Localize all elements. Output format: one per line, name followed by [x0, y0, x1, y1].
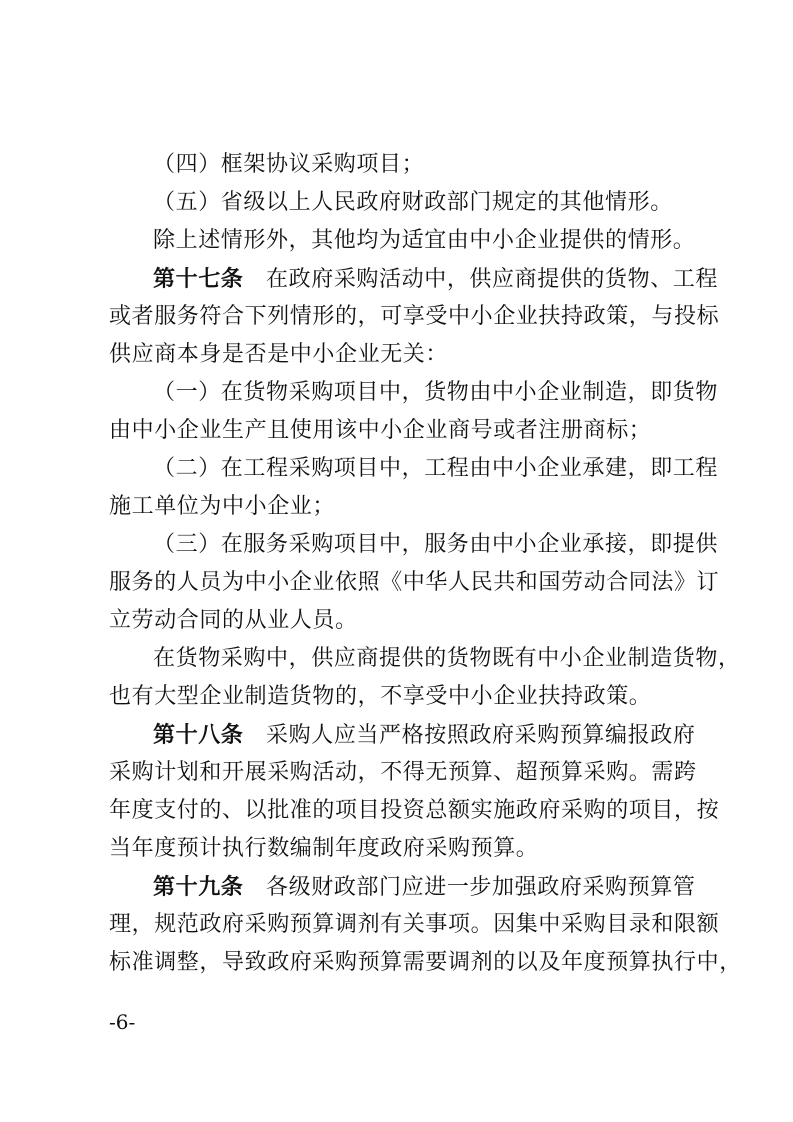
text-line: 理，规范政府采购预算调剂有关事项。因集中采购目录和限额 — [109, 912, 720, 937]
article-19-title: 第十九条 — [153, 874, 244, 900]
article-17-spacer — [243, 267, 266, 292]
text-line: （五）省级以上人民政府财政部门规定的其他情形。 — [153, 190, 673, 215]
text-line: 立劳动合同的从业人员。 — [109, 608, 358, 633]
text-line: 服务的人员为中小企业依照《中华人民共和国劳动合同法》订 — [109, 570, 720, 595]
text-line: 在政府采购活动中，供应商提供的货物、工程 — [266, 267, 719, 292]
text-line: 或者服务符合下列情形的，可享受中小企业扶持政策，与投标 — [109, 304, 720, 329]
text-line: 采购计划和开展采购活动，不得无预算、超预算采购。需跨 — [109, 760, 697, 785]
article-17-first-line — [109, 260, 719, 298]
article-18-first-line — [109, 716, 696, 754]
article-19-first-line — [109, 868, 696, 906]
text-line: 标准调整，导致政府采购预算需要调剂的以及年度预算执行中， — [109, 950, 742, 975]
text-line: （一）在货物采购项目中，货物由中小企业制造，即货物 — [153, 380, 719, 405]
page-number: -6- — [109, 1010, 136, 1034]
text-line: 供应商本身是否是中小企业无关： — [109, 342, 449, 367]
text-line: 除上述情形外，其他均为适宜由中小企业提供的情形。 — [153, 228, 696, 253]
article-18-spacer — [243, 723, 266, 748]
text-line: （四）框架协议采购项目； — [153, 152, 425, 177]
article-18-title: 第十八条 — [153, 722, 244, 748]
text-line: 在货物采购中，供应商提供的货物既有中小企业制造货物， — [153, 646, 741, 671]
text-line: 也有大型企业制造货物的，不享受中小企业扶持政策。 — [109, 684, 652, 709]
text-line: 由中小企业生产且使用该中小企业商号或者注册商标； — [109, 418, 652, 443]
text-line: 年度支付的、以批准的项目投资总额实施政府采购的项目，按 — [109, 798, 720, 823]
text-line: （三）在服务采购项目中，服务由中小企业承接，即提供 — [153, 532, 719, 557]
document-body — [109, 146, 742, 982]
article-17-title: 第十七条 — [153, 266, 244, 292]
text-line: （二）在工程采购项目中，工程由中小企业承建，即工程 — [153, 456, 719, 481]
text-line: 各级财政部门应进一步加强政府采购预算管 — [266, 875, 696, 900]
text-line: 当年度预计执行数编制年度政府采购预算。 — [109, 836, 539, 861]
text-line: 施工单位为中小企业； — [109, 494, 336, 519]
text-line: 采购人应当严格按照政府采购预算编报政府 — [266, 723, 696, 748]
article-19-spacer — [243, 875, 266, 900]
